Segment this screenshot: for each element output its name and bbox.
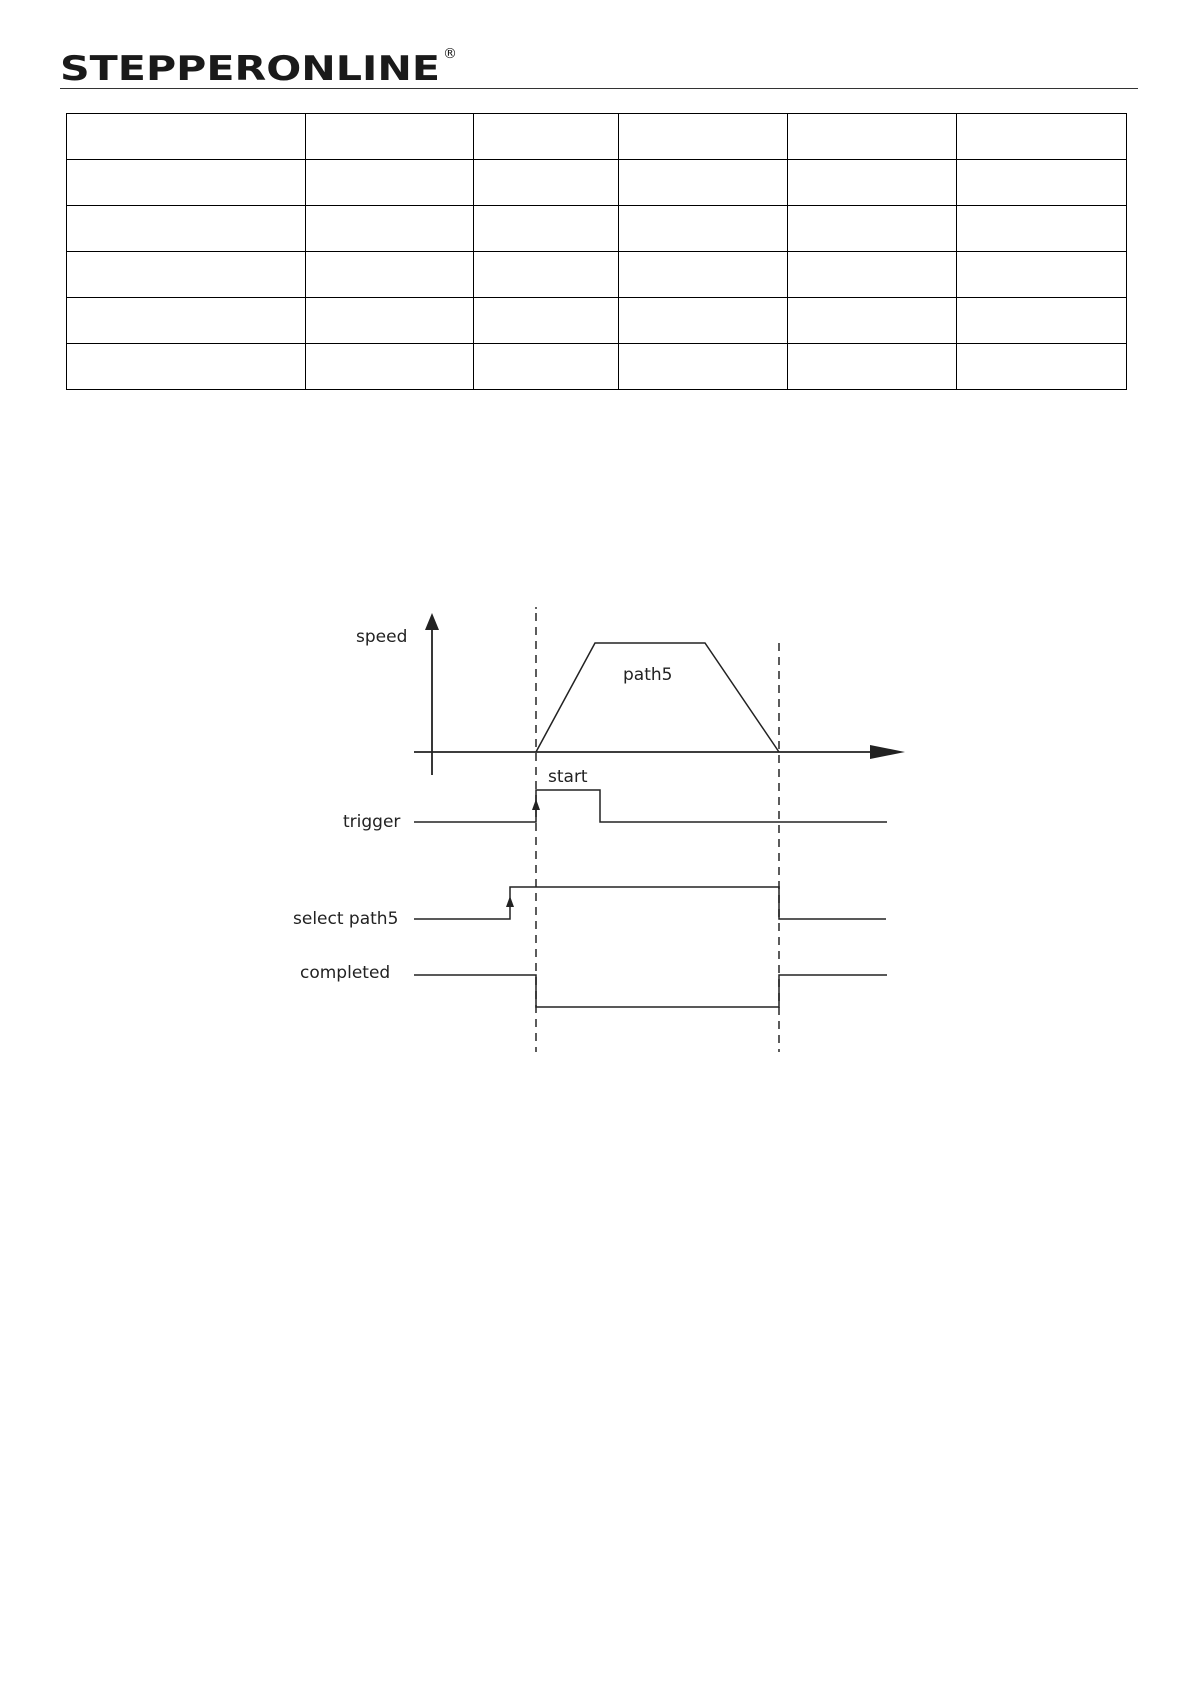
table-cell (67, 160, 306, 206)
path-label: path5 (623, 665, 673, 685)
stepperonline-logo (60, 40, 460, 85)
table-cell (67, 252, 306, 298)
table-cell (473, 298, 619, 344)
table-cell (305, 344, 473, 390)
table-cell (619, 252, 788, 298)
table-cell (788, 344, 957, 390)
completed-label: completed (300, 963, 391, 983)
table-cell (473, 206, 619, 252)
speed-axis-arrow-icon (425, 613, 439, 630)
table-cell (788, 298, 957, 344)
marker-dot (535, 607, 537, 609)
table-cell (305, 206, 473, 252)
table-cell (305, 114, 473, 160)
table-cell (957, 160, 1127, 206)
speed-label: speed (356, 627, 408, 647)
table-cell (788, 160, 957, 206)
table-cell (957, 298, 1127, 344)
table-cell (788, 114, 957, 160)
table-cell (305, 252, 473, 298)
table-row (67, 344, 1127, 390)
table-cell (473, 114, 619, 160)
start-label: start (548, 767, 588, 787)
page-header (60, 40, 1138, 90)
header-divider (60, 88, 1138, 89)
select-path-label: select path5 (293, 909, 399, 929)
table-cell (788, 252, 957, 298)
time-axis-arrow-icon (870, 745, 905, 759)
table-cell (957, 114, 1127, 160)
table-cell (67, 298, 306, 344)
table-cell (619, 344, 788, 390)
table-cell (473, 160, 619, 206)
select-arrow-icon (506, 896, 514, 907)
table-cell (957, 344, 1127, 390)
table-cell (67, 114, 306, 160)
table-cell (67, 344, 306, 390)
trigger-arrow-icon (532, 799, 540, 810)
brand-text: STEPPERONLINE (60, 49, 440, 85)
table-cell (619, 206, 788, 252)
table-cell (619, 298, 788, 344)
table-cell (305, 298, 473, 344)
table-cell (473, 344, 619, 390)
table-row (67, 298, 1127, 344)
registered-mark: ® (443, 46, 457, 62)
table-cell (957, 252, 1127, 298)
table-row (67, 160, 1127, 206)
table-cell (957, 206, 1127, 252)
table-cell (788, 206, 957, 252)
table-cell (67, 206, 306, 252)
table-cell (619, 160, 788, 206)
timing-diagram (280, 600, 920, 1060)
speed-profile (536, 643, 779, 752)
parameter-table (66, 113, 1127, 390)
select-path-signal (414, 887, 886, 919)
completed-signal (414, 975, 887, 1007)
trigger-label: trigger (343, 812, 401, 832)
table-row (67, 114, 1127, 160)
table-cell (619, 114, 788, 160)
table-row (67, 206, 1127, 252)
table-cell (473, 252, 619, 298)
table-cell (305, 160, 473, 206)
trigger-signal (414, 790, 887, 822)
table-row (67, 252, 1127, 298)
